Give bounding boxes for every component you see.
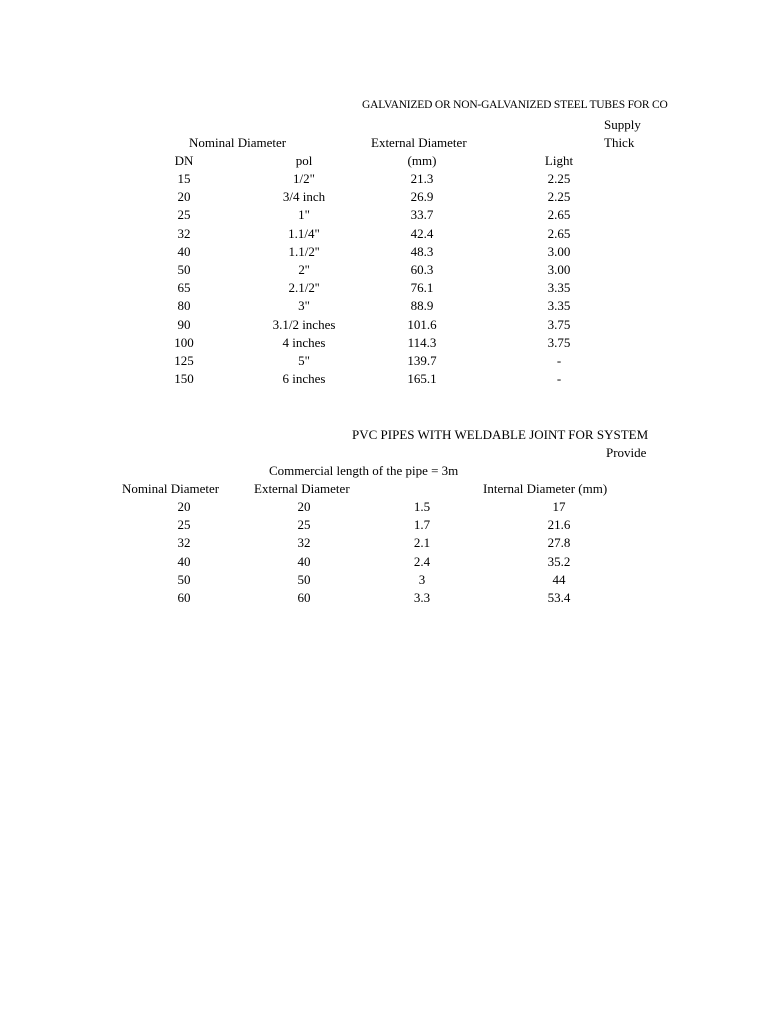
- pvc-nominal-diameter-header: Nominal Diameter: [122, 481, 220, 496]
- pvc-cell-nominal: 25: [177, 517, 191, 533]
- pvc-title: PVC PIPES WITH WELDABLE JOINT FOR SYSTEM: [352, 427, 649, 442]
- steel-cell-dn: 20: [177, 189, 191, 205]
- steel-title: GALVANIZED OR NON-GALVANIZED STEEL TUBES FOR CO: [362, 99, 668, 111]
- pvc-cell-external: 25: [297, 517, 311, 533]
- steel-cell-dn: 100: [174, 334, 194, 350]
- steel-thick-label: Thick: [604, 135, 635, 150]
- steel-cell-pol: 3/4 inch: [282, 189, 326, 205]
- steel-cell-light: 2.25: [547, 171, 571, 186]
- pvc-cell-internal: 44: [552, 571, 566, 587]
- steel-cell-dn: 65: [177, 280, 191, 296]
- steel-col-pol: pol: [295, 153, 313, 168]
- steel-cell-pol: 1.1/2'': [288, 243, 320, 259]
- pvc-cell-thick: 2.1: [413, 535, 431, 551]
- pvc-provide-label: Provide: [606, 445, 647, 460]
- steel-cell-mm: 139.7: [407, 353, 437, 368]
- steel-cell-pol: 5": [298, 353, 310, 368]
- steel-cell-dn: 50: [177, 262, 191, 277]
- pvc-cell-internal: 27.8: [547, 535, 571, 551]
- pvc-commercial-length: Commercial length of the pipe = 3m: [269, 463, 459, 478]
- steel-cell-pol: 4 inches: [282, 334, 326, 350]
- pvc-cell-nominal: 20: [177, 499, 191, 514]
- pvc-cell-external: 50: [297, 571, 311, 587]
- steel-cell-pol: 1/2": [293, 171, 315, 186]
- steel-nominal-diameter-header: Nominal Diameter: [189, 135, 287, 150]
- steel-cell-mm: 48.3: [410, 243, 434, 259]
- steel-col-light: Light: [544, 153, 574, 168]
- steel-cell-light: 3.35: [547, 298, 571, 314]
- pvc-cell-thick: 3.3: [413, 590, 431, 605]
- pvc-cell-thick: 1.7: [413, 517, 431, 533]
- pvc-cell-nominal: 50: [177, 571, 191, 587]
- steel-cell-mm: 26.9: [410, 189, 434, 205]
- steel-cell-mm: 76.1: [410, 280, 434, 296]
- pvc-cell-internal: 35.2: [547, 553, 571, 569]
- steel-cell-dn: 32: [177, 225, 191, 241]
- steel-cell-light: 3.75: [547, 334, 571, 350]
- steel-cell-pol: 2'': [298, 262, 310, 277]
- steel-cell-light: 3.75: [547, 316, 571, 332]
- steel-cell-light: 2.65: [547, 207, 571, 223]
- steel-cell-light: 3.35: [547, 280, 571, 296]
- steel-cell-light: 2.25: [547, 189, 571, 205]
- steel-supply-label: Supply: [604, 117, 641, 132]
- steel-cell-pol: 6 inches: [282, 371, 326, 387]
- pvc-cell-internal: 17: [552, 499, 566, 514]
- pvc-cell-internal: 21.6: [547, 517, 571, 533]
- steel-external-diameter-header: External Diameter: [371, 135, 467, 150]
- steel-cell-dn: 150: [174, 371, 194, 387]
- steel-cell-pol: 2.1/2'': [288, 280, 320, 296]
- steel-cell-dn: 15: [177, 171, 191, 186]
- steel-cell-light: 3.00: [547, 243, 571, 259]
- steel-cell-dn: 40: [177, 243, 191, 259]
- steel-cell-mm: 60.3: [410, 262, 434, 277]
- pvc-cell-external: 40: [297, 553, 311, 569]
- pvc-cell-nominal: 40: [177, 553, 191, 569]
- steel-cell-mm: 33.7: [410, 207, 434, 223]
- pvc-cell-internal: 53.4: [547, 590, 571, 605]
- pvc-external-diameter-header: External Diameter: [254, 481, 350, 496]
- steel-cell-dn: 90: [177, 316, 191, 332]
- steel-cell-mm: 42.4: [410, 225, 434, 241]
- pvc-cell-nominal: 32: [177, 535, 191, 551]
- steel-cell-pol: 3": [298, 298, 310, 314]
- steel-cell-light: 2.65: [547, 225, 571, 241]
- steel-cell-light: 3.00: [547, 262, 571, 277]
- steel-cell-pol: 3.1/2 inches: [272, 316, 336, 332]
- steel-cell-dn: 80: [177, 298, 191, 314]
- steel-cell-mm: 21.3: [410, 171, 434, 186]
- pvc-cell-external: 60: [297, 590, 311, 605]
- steel-cell-dn: 25: [177, 207, 191, 223]
- steel-cell-dn: 125: [174, 353, 194, 368]
- pvc-cell-nominal: 60: [177, 590, 191, 605]
- steel-cell-light: -: [556, 371, 562, 387]
- steel-cell-pol: 1.1/4": [288, 225, 320, 241]
- pvc-cell-thick: 2.4: [413, 553, 431, 569]
- steel-col-dn: DN: [174, 153, 194, 168]
- steel-cell-mm: 165.1: [407, 371, 437, 387]
- steel-cell-mm: 101.6: [407, 316, 437, 332]
- steel-cell-mm: 114.3: [407, 334, 437, 350]
- pvc-cell-thick: 3: [418, 571, 426, 587]
- pvc-cell-external: 20: [297, 499, 311, 514]
- steel-col-mm: (mm): [407, 153, 437, 168]
- steel-cell-mm: 88.9: [410, 298, 434, 314]
- pvc-internal-diameter-header: Internal Diameter (mm): [483, 481, 608, 496]
- steel-cell-light: -: [556, 353, 562, 368]
- steel-cell-pol: 1": [298, 207, 310, 223]
- pvc-cell-external: 32: [297, 535, 311, 551]
- pvc-cell-thick: 1.5: [413, 499, 431, 514]
